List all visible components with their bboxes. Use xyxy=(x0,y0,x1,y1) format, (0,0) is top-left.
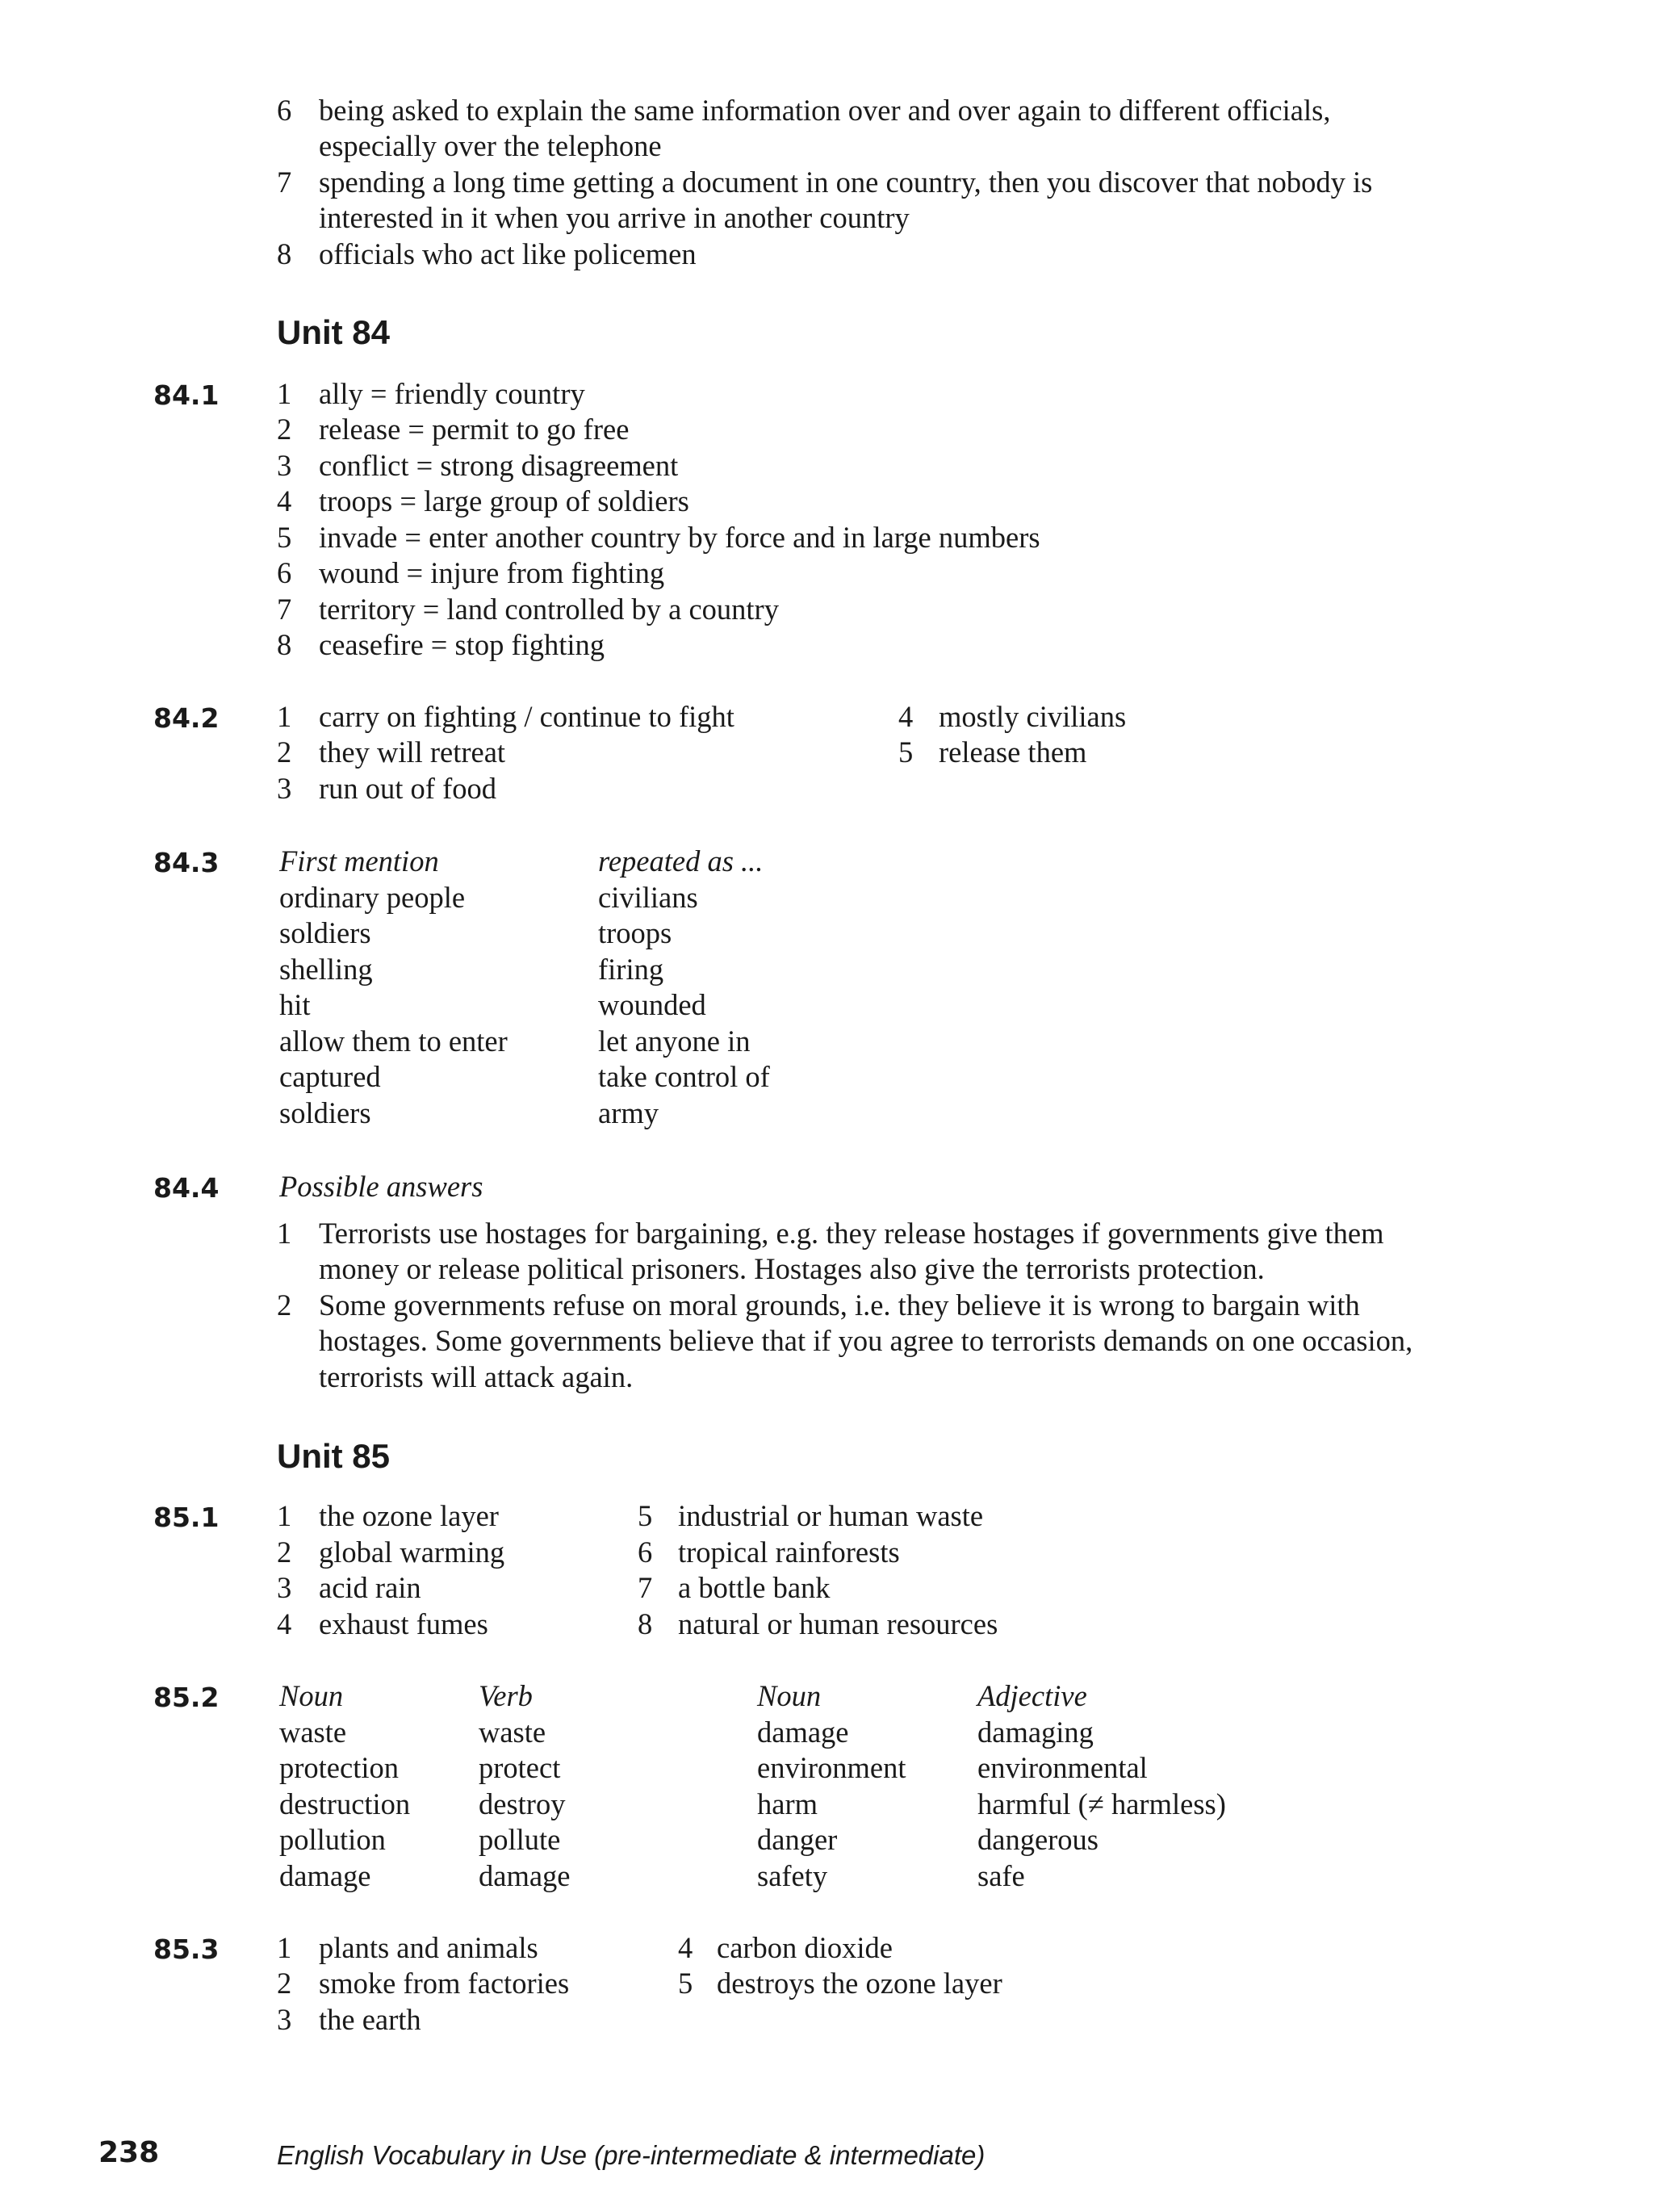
item-number: 3 xyxy=(277,1571,292,1604)
column-header: Noun xyxy=(279,1679,344,1712)
column-header: Verb xyxy=(479,1679,533,1712)
exercise-label: 84.3 xyxy=(153,847,220,878)
item-number: 8 xyxy=(277,628,292,661)
item-number: 1 xyxy=(277,1499,292,1532)
item-text: conflict = strong disagreement xyxy=(319,449,679,482)
item-number: 7 xyxy=(638,1571,653,1604)
item-text: ally = friendly country xyxy=(319,377,585,410)
item-text: Terrorists use hostages for bargaining, e.g. they release hostages if governments give them xyxy=(319,1217,1384,1250)
table-cell: ordinary people xyxy=(279,881,466,914)
item-text: release = permit to go free xyxy=(319,413,630,446)
item-text: plants and animals xyxy=(319,1931,538,1964)
item-number: 8 xyxy=(277,237,292,270)
exercise-label: 85.2 xyxy=(153,1682,220,1713)
table-cell: let anyone in xyxy=(598,1024,751,1058)
table-cell: shelling xyxy=(279,953,373,986)
item-text: wound = injure from fighting xyxy=(319,556,665,589)
item-text: spending a long time getting a document in one country, then you discover that nobody is xyxy=(319,165,1373,199)
page-number: 238 xyxy=(98,2136,160,2169)
unit-heading: Unit 84 xyxy=(277,313,391,351)
item-text: exhaust fumes xyxy=(319,1607,488,1640)
item-text: they will retreat xyxy=(319,735,506,769)
item-number: 4 xyxy=(277,484,292,517)
item-number: 1 xyxy=(277,1931,292,1964)
table-cell: safety xyxy=(757,1859,828,1892)
item-text: carbon dioxide xyxy=(717,1931,893,1964)
table-cell: wounded xyxy=(598,988,706,1021)
table-cell: protection xyxy=(279,1751,399,1784)
item-text: being asked to explain the same information over and over again to different officials, xyxy=(319,94,1331,127)
item-number: 2 xyxy=(277,1535,292,1569)
item-text: release them xyxy=(939,735,1087,769)
item-text: ceasefire = stop fighting xyxy=(319,628,605,661)
item-number: 5 xyxy=(277,521,292,554)
exercise-label: 85.1 xyxy=(153,1502,220,1533)
table-cell: take control of xyxy=(598,1060,770,1093)
item-number: 2 xyxy=(277,413,292,446)
column-header: First mention xyxy=(279,844,439,878)
column-header: Noun xyxy=(757,1679,822,1712)
item-number: 6 xyxy=(277,94,292,127)
item-number: 1 xyxy=(277,700,292,733)
table-cell: destruction xyxy=(279,1787,411,1820)
table-cell: damage xyxy=(479,1859,571,1892)
item-text: money or release political prisoners. Hostages also give the terrorists protection. xyxy=(319,1252,1265,1285)
table-cell: allow them to enter xyxy=(279,1024,508,1058)
item-text: hostages. Some governments believe that if you agree to terrorists demands on one occasion, xyxy=(319,1324,1413,1357)
item-text: run out of food xyxy=(319,772,496,805)
item-text: terrorists will attack again. xyxy=(319,1360,634,1393)
item-text: natural or human resources xyxy=(678,1607,998,1640)
item-text: industrial or human waste xyxy=(678,1499,984,1532)
item-number: 5 xyxy=(638,1499,653,1532)
item-number: 2 xyxy=(277,735,292,769)
unit-heading: Unit 85 xyxy=(277,1437,391,1475)
item-number: 5 xyxy=(678,1967,693,2000)
item-number: 6 xyxy=(638,1535,653,1569)
table-cell: soldiers xyxy=(279,1096,371,1129)
item-number: 4 xyxy=(277,1607,292,1640)
item-text: invade = enter another country by force and in large numbers xyxy=(319,521,1040,554)
column-header: Adjective xyxy=(977,1679,1087,1712)
item-text: officials who act like policemen xyxy=(319,237,697,270)
table-cell: environment xyxy=(757,1751,906,1784)
table-cell: waste xyxy=(279,1716,347,1749)
exercise-label: 85.3 xyxy=(153,1933,220,1965)
item-number: 3 xyxy=(277,772,292,805)
exercise-label: 84.2 xyxy=(153,702,220,734)
item-text: territory = land controlled by a country xyxy=(319,593,779,626)
table-cell: harm xyxy=(757,1787,818,1820)
item-number: 4 xyxy=(898,700,914,733)
item-number: 2 xyxy=(277,1967,292,2000)
item-text: acid rain xyxy=(319,1571,421,1604)
item-number: 1 xyxy=(277,1217,292,1250)
item-text: tropical rainforests xyxy=(678,1535,900,1569)
item-number: 5 xyxy=(898,735,914,769)
item-text: carry on fighting / continue to fight xyxy=(319,700,734,733)
table-cell: troops xyxy=(598,916,672,949)
table-cell: hit xyxy=(279,988,311,1021)
item-number: 1 xyxy=(277,377,292,410)
item-number: 3 xyxy=(277,449,292,482)
item-number: 7 xyxy=(277,593,292,626)
table-cell: damaging xyxy=(977,1716,1094,1749)
table-cell: firing xyxy=(598,953,664,986)
table-cell: waste xyxy=(479,1716,546,1749)
item-text: the earth xyxy=(319,2003,421,2036)
table-cell: harmful (≠ harmless) xyxy=(977,1787,1226,1820)
item-number: 8 xyxy=(638,1607,653,1640)
item-text: troops = large group of soldiers xyxy=(319,484,689,517)
table-cell: army xyxy=(598,1096,659,1129)
table-cell: soldiers xyxy=(279,916,371,949)
table-cell: pollution xyxy=(279,1823,386,1856)
item-text: a bottle bank xyxy=(678,1571,831,1604)
section-intro: Possible answers xyxy=(279,1170,483,1203)
table-cell: safe xyxy=(977,1859,1025,1892)
table-cell: damage xyxy=(279,1859,371,1892)
item-text: mostly civilians xyxy=(939,700,1127,733)
item-text: Some governments refuse on moral grounds, i.e. they believe it is wrong to bargain with xyxy=(319,1288,1360,1322)
item-text: smoke from factories xyxy=(319,1967,570,2000)
table-cell: damage xyxy=(757,1716,849,1749)
item-number: 6 xyxy=(277,556,292,589)
item-number: 3 xyxy=(277,2003,292,2036)
item-text: destroys the ozone layer xyxy=(717,1967,1002,2000)
item-number: 4 xyxy=(678,1931,693,1964)
book-title: English Vocabulary in Use (pre-intermediate & intermediate) xyxy=(277,2140,986,2170)
table-cell: civilians xyxy=(598,881,698,914)
table-cell: danger xyxy=(757,1823,838,1856)
column-header: repeated as ... xyxy=(598,844,764,878)
item-text: global warming xyxy=(319,1535,505,1569)
exercise-label: 84.1 xyxy=(153,379,220,411)
item-text: especially over the telephone xyxy=(319,129,662,162)
table-cell: captured xyxy=(279,1060,381,1093)
table-cell: protect xyxy=(479,1751,561,1784)
item-text: the ozone layer xyxy=(319,1499,499,1532)
item-text: interested in it when you arrive in another country xyxy=(319,201,910,234)
item-number: 2 xyxy=(277,1288,292,1322)
table-cell: pollute xyxy=(479,1823,561,1856)
table-cell: dangerous xyxy=(977,1823,1099,1856)
table-cell: destroy xyxy=(479,1787,566,1820)
item-number: 7 xyxy=(277,165,292,199)
table-cell: environmental xyxy=(977,1751,1148,1784)
exercise-label: 84.4 xyxy=(153,1172,220,1204)
